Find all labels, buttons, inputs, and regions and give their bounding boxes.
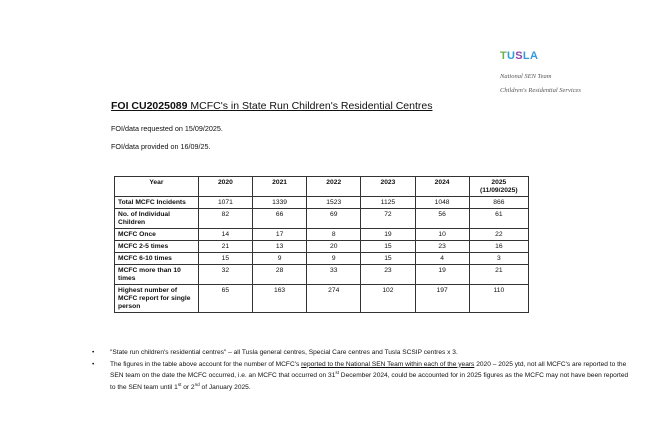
table-cell: 22 [469,229,528,241]
table-cell: 21 [469,265,528,285]
table-cell: 15 [361,241,415,253]
table-row [115,241,529,253]
table-row [115,265,529,285]
table-cell: 1071 [198,197,252,209]
table-cell: 4 [415,253,469,265]
row-label: MCFC more than 10 times [115,265,199,285]
table-cell: 1048 [415,197,469,209]
table-cell: 15 [198,253,252,265]
table-cell: 8 [307,229,361,241]
row-label: Highest number of MCFC report for single person [115,285,199,313]
table-cell: 61 [469,209,528,229]
tusla-logo: TUSLA [500,50,539,62]
ordinal-suffix: st [177,381,182,387]
row-label: MCFC Once [115,229,199,241]
header-2024: 2024 [415,177,469,197]
notes-list [92,347,632,393]
row-label: Total MCFC Incidents [115,197,199,209]
bullet-icon: • [92,360,95,368]
note-text: "State run children's residential centres" – all Tusla general centres, Special Care centres and Tusla SCSIP centres x 3. [110,349,458,356]
note-text-part: The figures in the table above account for the number of MCFC's [110,360,302,368]
note-underlined-text: reported to the National SEN Team within each of the years [301,360,475,368]
note-item [92,359,632,394]
header-2020: 2020 [198,177,252,197]
title-rest: MCFC's in State Run Children's Residential Centres [187,100,433,112]
table-cell: 9 [252,253,306,265]
note-text-part: of January 2025. [199,383,251,391]
table-cell: 1125 [361,197,415,209]
table-cell: 110 [469,285,528,313]
header-2022: 2022 [307,177,361,197]
table-cell: 1339 [252,197,306,209]
provided-date: FOI/data provided on 16/09/25. [111,142,211,151]
table-row [115,229,529,241]
table-cell: 866 [469,197,528,209]
table-cell: 32 [198,265,252,285]
table-cell: 82 [198,209,252,229]
table-cell: 69 [307,209,361,229]
table-cell: 19 [361,229,415,241]
table-cell: 15 [361,253,415,265]
row-label: MCFC 2-5 times [115,241,199,253]
note-item [92,347,632,359]
table-cell: 13 [252,241,306,253]
header-2021: 2021 [252,177,306,197]
table-cell: 21 [198,241,252,253]
bullet-icon: • [92,349,95,356]
table-row [115,209,529,229]
table-cell: 17 [252,229,306,241]
org-line-2: Children's Residential Services [500,87,581,94]
header-2023: 2023 [361,177,415,197]
note-text-part: December 2024, could be accounted for in 2025 figures as the MCFC may not have been reported to the SEN team until 1 [110,372,629,391]
table-cell: 23 [361,265,415,285]
table-cell: 163 [252,285,306,313]
note-text-part: 2020 – 2025 ytd, not all MCFC's are reported to the SEN team on the date the MCFC occurred, i.e. an MCFC that occurred on 31 [110,360,627,380]
table-row [115,253,529,265]
mcfc-table [114,176,529,313]
table-row [115,285,529,313]
requested-date: FOI/data requested on 15/09/2025. [111,124,223,133]
table-cell: 102 [361,285,415,313]
table-cell: 33 [307,265,361,285]
table-cell: 14 [198,229,252,241]
header-year: Year [115,177,199,197]
table-cell: 65 [198,285,252,313]
ordinal-suffix: nd [194,381,200,387]
table-cell: 9 [307,253,361,265]
table-cell: 3 [469,253,528,265]
table-cell: 66 [252,209,306,229]
table-cell: 10 [415,229,469,241]
table-cell: 1523 [307,197,361,209]
table-cell: 19 [415,265,469,285]
title-code: FOI CU2025089 [111,100,188,112]
table-cell: 28 [252,265,306,285]
table-cell: 23 [415,241,469,253]
ordinal-suffix: st [335,370,339,375]
table-row [115,197,529,209]
row-label: No. of Individual Children [115,209,199,229]
header-2025: 2025 (11/09/2025) [469,177,528,197]
org-line-1: National SEN Team [500,73,552,80]
table-cell: 274 [307,285,361,313]
row-label: MCFC 6-10 times [115,253,199,265]
note-text-part: or 2 [181,383,195,391]
table-cell: 197 [415,285,469,313]
document-title [111,100,433,112]
table-header-row [115,177,529,197]
table-cell: 56 [415,209,469,229]
table-cell: 72 [361,209,415,229]
table-cell: 16 [469,241,528,253]
table-cell: 20 [307,241,361,253]
